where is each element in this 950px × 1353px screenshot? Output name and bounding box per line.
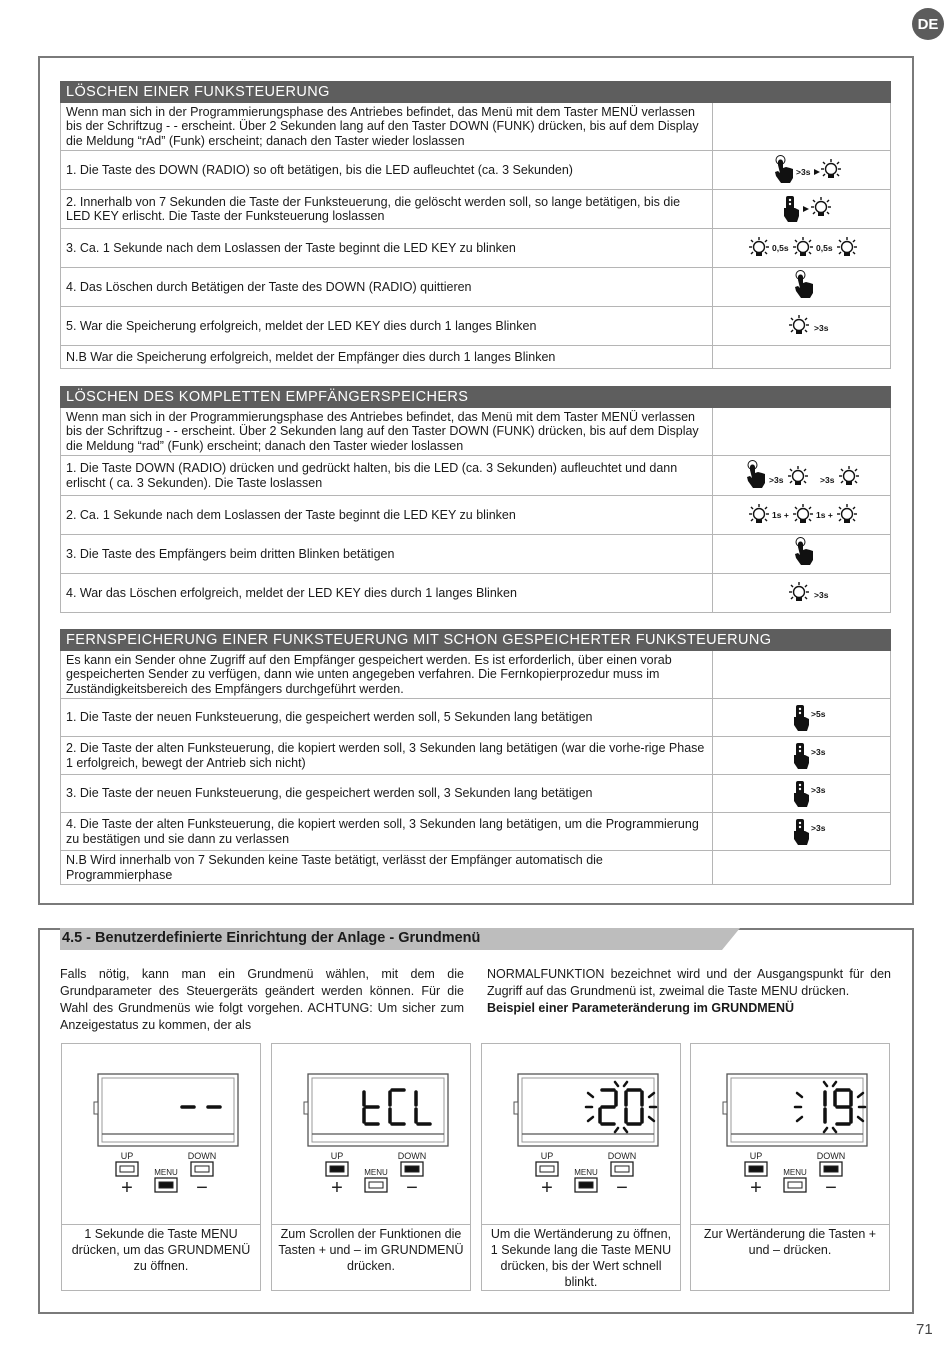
step-text: 2. Die Taste der alten Funksteuerung, die kopiert werden soll, 3 Sekunden lang betätigen (war die vorhe-rige Phase 1 erfolgreich, bewegt der Antrieb sich nicht) <box>61 737 713 774</box>
led-bulb-icon <box>839 466 859 485</box>
step-icon <box>727 777 877 811</box>
menu-step-panel <box>690 1043 890 1291</box>
step-icon-cell <box>713 574 890 612</box>
minus-symbol: − <box>616 1177 628 1199</box>
step-row <box>60 346 891 369</box>
step-icon-cell <box>713 737 890 774</box>
step-caption: Zur Wertänderung die Tasten + und – drücken. <box>691 1224 889 1290</box>
menu-button-label: MENU <box>364 1168 388 1177</box>
intro-right-paragraph: NORMALFUNKTION bezeichnet wird und der Ausgangspunkt für den Zugriff auf das Grundmenü ist, zweimal die Taste MENU drücken. <box>487 967 891 998</box>
down-button-label: DOWN <box>187 1151 217 1161</box>
duration-label: >3s <box>813 590 828 600</box>
arrow-icon <box>814 169 820 175</box>
step-text: Es kann ein Sender ohne Zugriff auf den Empfänger gespeichert werden. Es ist erforderlich, über einen vorab gespeicherten Sender zu verfügen, dann wie unten angegeben verfahren. Die Fernkopierprozedur muss im Zuständigkeitsbereich des Empfängers durchgeführt werden. <box>61 651 713 698</box>
step-text: 5. War die Speicherung erfolgreich, meldet der LED KEY dies durch 1 langes Blinken <box>61 307 713 345</box>
interval-label: 0,5s <box>815 243 833 253</box>
step-row <box>60 813 891 851</box>
step-icon <box>727 576 877 610</box>
section-title: LÖSCHEN EINER FUNKSTEUERUNG <box>60 81 891 103</box>
up-button[interactable] <box>116 1162 138 1176</box>
down-button-label: DOWN <box>397 1151 427 1161</box>
step-row <box>60 775 891 813</box>
step-icon-cell <box>713 408 890 455</box>
step-icon <box>727 309 877 343</box>
duration-label: >3s <box>819 474 834 485</box>
step-row <box>60 574 891 613</box>
led-bulb-icon <box>789 582 809 601</box>
step-icon <box>727 739 877 773</box>
section-delete-memory <box>60 386 891 613</box>
section-remote-copy <box>60 629 891 885</box>
plus-symbol: + <box>541 1177 553 1199</box>
led-bulb-icon <box>821 159 841 178</box>
section-title: LÖSCHEN DES KOMPLETTEN EMPFÄNGERSPEICHERS <box>60 386 891 408</box>
duration-label: >3s <box>810 784 825 795</box>
remote-control-icon <box>794 705 809 731</box>
duration-label: >3s <box>813 323 828 333</box>
step-icon-cell <box>713 229 890 267</box>
up-button[interactable] <box>745 1162 767 1176</box>
step-text: 3. Die Taste der neuen Funksteuerung, die gespeichert werden soll, 3 Sekunden lang betätigen <box>61 775 713 812</box>
down-button[interactable] <box>191 1162 213 1176</box>
interval-label: 1s + <box>815 510 833 520</box>
led-bulb-icon <box>788 466 808 485</box>
step-icon-cell <box>713 651 890 698</box>
duration-label: >3s <box>795 167 810 177</box>
control-panel-illustration <box>272 1044 470 1224</box>
step-text: 1. Die Taste DOWN (RADIO) drücken und gedrückt halten, bis die LED (ca. 3 Sekunden) aufleuchtet und dann erlischt ( ca. 3 Sekunden). Die Taste loslassen <box>61 456 713 495</box>
page-number: 71 <box>916 1321 933 1338</box>
step-icon-cell <box>713 535 890 573</box>
led-bulb-icon <box>811 197 831 216</box>
step-row <box>60 851 891 885</box>
step-icon-cell <box>713 190 890 228</box>
step-icon <box>727 192 877 226</box>
led-bulb-icon <box>749 237 769 256</box>
step-text: 1. Die Taste der neuen Funksteuerung, die gespeichert werden soll, 5 Sekunden lang betätigen <box>61 699 713 736</box>
control-panel-illustration <box>62 1044 260 1224</box>
step-row <box>60 151 891 190</box>
up-button-label: UP <box>120 1151 134 1161</box>
step-row <box>60 496 891 535</box>
step-row <box>60 699 891 737</box>
step-icon <box>727 537 877 571</box>
led-bulb-icon <box>837 504 857 523</box>
step-icon-cell <box>713 103 890 150</box>
duration-label: >3s <box>768 474 783 485</box>
menu-button-label: MENU <box>154 1168 178 1177</box>
step-row <box>60 408 891 456</box>
step-icon <box>727 498 877 532</box>
step-icon-cell <box>713 699 890 736</box>
control-panel-illustration <box>482 1044 680 1224</box>
step-row <box>60 103 891 151</box>
step-text: 4. Das Löschen durch Betätigen der Taste des DOWN (RADIO) quittieren <box>61 268 713 306</box>
hand-press-icon <box>795 271 813 299</box>
step-text: 4. Die Taste der alten Funksteuerung, die kopiert werden soll, 3 Sekunden lang betätigen, um die Programmierung zu bestätigen und sie dann zu verlassen <box>61 813 713 850</box>
intro-left-paragraph: Falls nötig, kann man ein Grundmenü wählen, mit dem die Grundparameter des Steuergeräts geändert werden können. Für die Wahl des Grundmenüs wie folgt vorgehen. ACHTUNG: Um sicher zum Anzeigestatus zu kommen, der als <box>60 967 464 1032</box>
step-row <box>60 268 891 307</box>
up-button-label: UP <box>330 1151 344 1161</box>
duration-label: >3s <box>810 746 825 757</box>
step-text: 2. Ca. 1 Sekunde nach dem Loslassen der Taste beginnt die LED KEY zu blinken <box>61 496 713 534</box>
step-row <box>60 229 891 268</box>
control-panel-illustration <box>691 1044 889 1224</box>
menu-step-panel <box>61 1043 261 1291</box>
section-title: FERNSPEICHERUNG EINER FUNKSTEUERUNG MIT SCHON GESPEICHERTER FUNKSTEUERUNG <box>60 629 891 651</box>
step-icon-cell <box>713 813 890 850</box>
step-text: Wenn man sich in der Programmierungsphase des Antriebes befindet, das Menü mit dem Taster MENÜ verlassen bis der Schriftzug - - erscheint. Über 2 Sekunden lang auf den Taster DOWN (FUNK) drücken, bis auf dem Display die Meldung “rad” (Funk) erscheint; danach den Taster wieder loslassen <box>61 408 713 455</box>
hand-press-icon <box>747 460 765 488</box>
step-caption: Um die Wertänderung zu öffnen, 1 Sekunde lang die Taste MENU drücken, bis der Wert schnell blinkt. <box>482 1224 680 1290</box>
menu-button[interactable] <box>365 1178 387 1192</box>
step-text: Wenn man sich in der Programmierungsphase des Antriebes befindet, das Menü mit dem Taster MENÜ verlassen bis der Schriftzug - - erscheint. Über 2 Sekunden lang auf den Taster DOWN (FUNK) drücken, bis auf dem Display die Meldung “rAd” (Funk) erscheint; danach den Taster wieder loslassen <box>61 103 713 150</box>
minus-symbol: − <box>825 1177 837 1199</box>
led-bulb-icon <box>789 315 809 334</box>
step-text: 1. Die Taste des DOWN (RADIO) so oft betätigen, bis die LED aufleuchtet (ca. 3 Sekunden) <box>61 151 713 189</box>
example-title: Beispiel einer Parameteränderung im GRUNDMENÜ <box>487 1001 795 1015</box>
duration-label: >3s <box>810 822 825 833</box>
step-icon <box>727 815 877 849</box>
up-button-label: UP <box>540 1151 554 1161</box>
intro-text-left <box>60 966 464 1034</box>
down-button[interactable] <box>401 1162 423 1176</box>
led-bulb-icon <box>749 504 769 523</box>
led-bulb-icon <box>793 237 813 256</box>
down-button[interactable] <box>820 1162 842 1176</box>
menu-step-panel <box>271 1043 471 1291</box>
hand-press-icon <box>775 156 793 184</box>
remote-control-icon <box>784 196 799 222</box>
down-button[interactable] <box>611 1162 633 1176</box>
menu-button[interactable] <box>784 1178 806 1192</box>
step-icon-cell <box>713 775 890 812</box>
step-icon-cell <box>713 151 890 189</box>
menu-button-label: MENU <box>574 1168 598 1177</box>
step-icon <box>727 459 877 493</box>
menu-button[interactable] <box>155 1178 177 1192</box>
section-delete-remote <box>60 81 891 369</box>
step-icon-cell <box>713 496 890 534</box>
hand-press-icon <box>795 538 813 566</box>
step-icon <box>727 153 877 187</box>
step-icon-cell <box>713 851 890 884</box>
remote-control-icon <box>794 819 809 845</box>
up-button[interactable] <box>326 1162 348 1176</box>
up-button-label: UP <box>749 1151 763 1161</box>
interval-label: 1s + <box>771 510 789 520</box>
step-icon-cell <box>713 346 890 368</box>
minus-symbol: − <box>196 1177 208 1199</box>
interval-label: 0,5s <box>771 243 789 253</box>
plus-symbol: + <box>750 1177 762 1199</box>
subsection-header <box>60 928 740 950</box>
duration-label: >5s <box>810 708 825 719</box>
step-row <box>60 737 891 775</box>
step-text: N.B War die Speicherung erfolgreich, meldet der Empfänger dies durch 1 langes Blinken <box>61 346 713 368</box>
step-icon-cell <box>713 456 890 495</box>
menu-step-panel <box>481 1043 681 1291</box>
led-bulb-icon <box>837 237 857 256</box>
plus-symbol: + <box>331 1177 343 1199</box>
language-badge: DE <box>912 8 944 40</box>
arrow-icon <box>803 206 809 212</box>
menu-button-label: MENU <box>783 1168 807 1177</box>
step-icon-cell <box>713 307 890 345</box>
subsection-title: 4.5 - Benutzerdefinierte Einrichtung der Anlage - Grundmenü <box>62 930 481 946</box>
step-text: 4. War das Löschen erfolgreich, meldet der LED KEY dies durch 1 langes Blinken <box>61 574 713 612</box>
step-row <box>60 535 891 574</box>
step-caption: Zum Scrollen der Funktionen die Tasten + und – im GRUNDMENÜ drücken. <box>272 1224 470 1290</box>
minus-symbol: − <box>406 1177 418 1199</box>
step-icon <box>727 231 877 265</box>
step-row <box>60 651 891 699</box>
led-bulb-icon <box>793 504 813 523</box>
remote-control-icon <box>794 743 809 769</box>
step-row <box>60 307 891 346</box>
remote-control-icon <box>794 781 809 807</box>
step-icon <box>727 270 877 304</box>
step-text: 3. Ca. 1 Sekunde nach dem Loslassen der Taste beginnt die LED KEY zu blinken <box>61 229 713 267</box>
step-row <box>60 456 891 496</box>
plus-symbol: + <box>121 1177 133 1199</box>
step-text: N.B Wird innerhalb von 7 Sekunden keine Taste betätigt, verlässt der Empfänger automatisch die Programmierphase <box>61 851 713 884</box>
up-button[interactable] <box>536 1162 558 1176</box>
step-row <box>60 190 891 229</box>
intro-text-right <box>487 966 891 1017</box>
menu-button[interactable] <box>575 1178 597 1192</box>
step-icon-cell <box>713 268 890 306</box>
step-text: 2. Innerhalb von 7 Sekunden die Taste der Funksteuerung, die gelöscht werden soll, so lange betätigen, bis die LED KEY erlischt. Die Taste der Funksteuerung loslassen <box>61 190 713 228</box>
down-button-label: DOWN <box>607 1151 637 1161</box>
step-caption: 1 Sekunde die Taste MENU drücken, um das GRUNDMENÜ zu öffnen. <box>62 1224 260 1290</box>
down-button-label: DOWN <box>816 1151 846 1161</box>
step-icon <box>727 701 877 735</box>
step-text: 3. Die Taste des Empfängers beim dritten Blinken betätigen <box>61 535 713 573</box>
